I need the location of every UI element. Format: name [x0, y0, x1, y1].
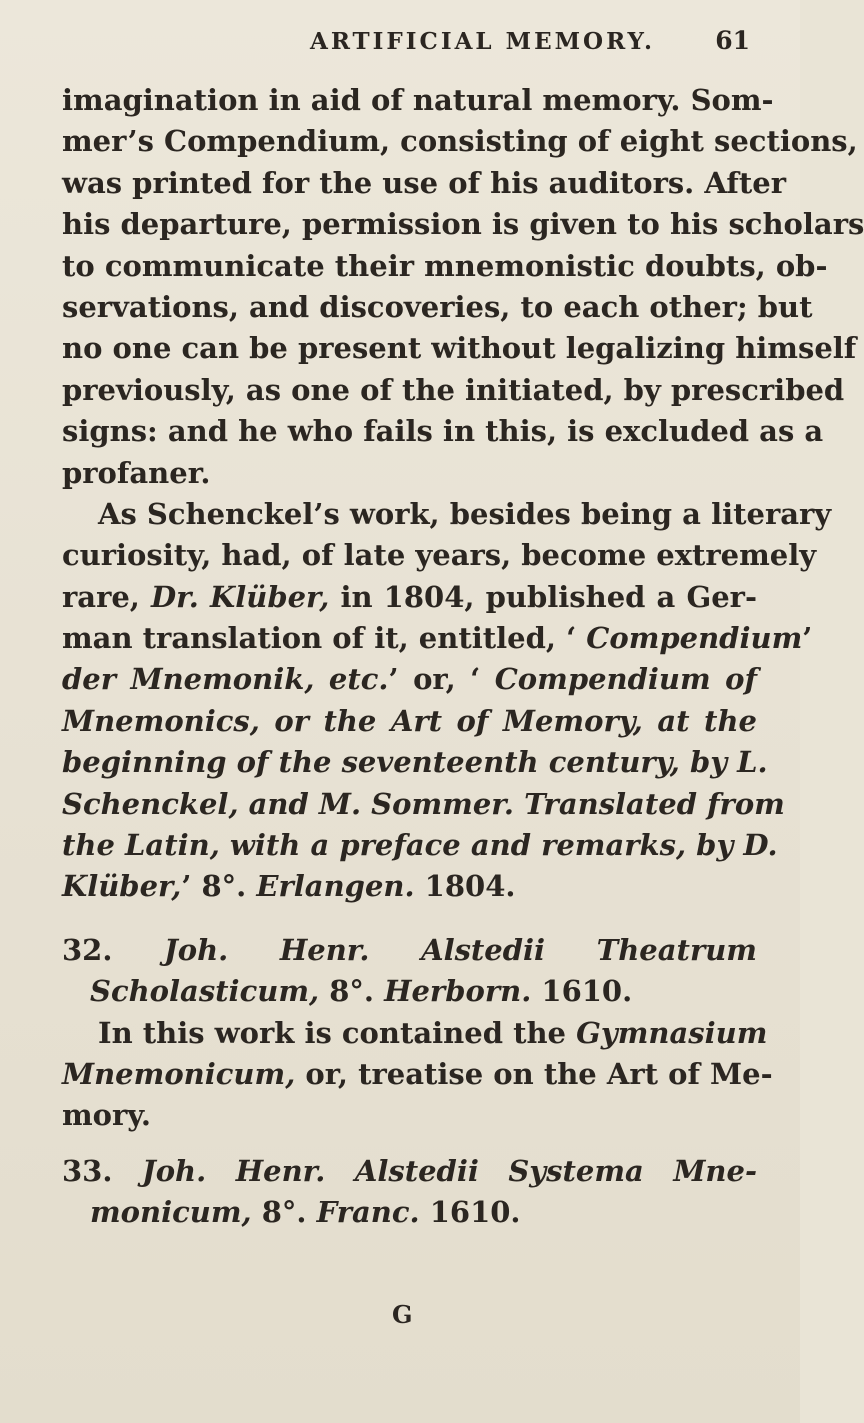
text-run: 8°. — [319, 974, 385, 1009]
text-line: his departure, permission is given to his scholars — [62, 207, 864, 242]
text-line: beginning of the seventeenth century, by L. — [62, 745, 768, 780]
text-run: rare, — [62, 579, 152, 614]
italic-run: Mnemonicum, — [62, 1056, 296, 1091]
text-line — [62, 971, 757, 1012]
italic-run: Compendium of — [494, 662, 757, 697]
text-line: signs: and he who fails in this, is excluded as a — [62, 414, 824, 449]
text-line: curiosity, had, of late years, become extremely — [62, 538, 817, 573]
bibliography-entry-33 — [62, 1151, 757, 1234]
text-run: ’ — [802, 621, 813, 656]
text-line: servations, and discoveries, to each other; but — [62, 289, 813, 324]
text-line: Schenckel, and M. Sommer. Translated from — [62, 786, 785, 821]
text-line: profaner. — [62, 455, 211, 490]
bibliography-entry-32 — [62, 930, 757, 1013]
text-line: no one can be present without legalizing himself — [62, 331, 857, 366]
italic-run: Compendium — [586, 621, 803, 656]
italic-run: Joh. Henr. Alstedii Systema Mne- — [141, 1153, 757, 1188]
text-run: 8°. — [251, 1195, 317, 1230]
spacer — [62, 908, 757, 930]
text-line: imagination in aid of natural memory. Som- — [62, 83, 774, 117]
text-line — [62, 1013, 768, 1054]
paragraph-gymnasium — [62, 1013, 773, 1137]
italic-run: der Mnemonik, etc. — [62, 662, 389, 697]
italic-run: Erlangen. — [256, 869, 415, 904]
text-line — [62, 866, 757, 907]
signature-mark: G — [392, 1300, 413, 1329]
text-line: was printed for the use of his auditors. After — [62, 165, 786, 200]
text-line — [62, 659, 757, 700]
text-line — [62, 1151, 757, 1192]
text-run: 1610. — [531, 974, 633, 1009]
entry-number: 32. — [62, 932, 165, 967]
text-run: 1610. — [419, 1195, 521, 1230]
text-line: previously, as one of the initiated, by prescribed — [62, 372, 845, 407]
text-line — [62, 1192, 757, 1233]
text-run: man translation of it, entitled, ‘ — [62, 621, 587, 656]
italic-run: Joh. Henr. Alstedii Theatrum — [164, 932, 757, 967]
paragraph-sommer-compendium — [62, 80, 864, 494]
spacer — [62, 1137, 757, 1151]
text-run: In this work is contained the — [98, 1015, 577, 1050]
text-line — [62, 618, 813, 659]
italic-run: Franc. — [316, 1195, 420, 1230]
text-run: in 1804, published a Ger- — [329, 579, 757, 614]
italic-run: Gymnasium — [576, 1015, 768, 1050]
italic-run: monicum, — [90, 1195, 252, 1230]
text-line: mer’s Compendium, consisting of eight sections, — [62, 124, 858, 159]
text-run: ’ 8°. — [181, 869, 257, 904]
italic-run: Klüber, — [62, 869, 182, 904]
text-run: ’ or, ‘ — [388, 662, 495, 697]
text-line: Mnemonics, or the Art of Memory, at the — [62, 703, 757, 738]
text-line: to communicate their mnemonistic doubts, ob- — [62, 248, 828, 283]
text-line — [62, 1054, 773, 1095]
paragraph-schenckel-translation — [62, 494, 832, 908]
italic-run: Dr. Klüber, — [151, 579, 330, 614]
entry-number: 33. — [62, 1153, 142, 1188]
text-line: mory. — [62, 1098, 151, 1133]
text-run: or, treatise on the Art of Me- — [295, 1056, 773, 1091]
text-line: As Schenckel’s work, besides being a literary — [98, 496, 832, 531]
text-run: 1804. — [414, 869, 516, 904]
text-line — [62, 577, 757, 618]
text-line: the Latin, with a preface and remarks, by D. — [62, 828, 778, 863]
text-line — [62, 930, 757, 971]
italic-run: Scholasticum, — [90, 974, 320, 1009]
page-body — [62, 80, 864, 1234]
running-title: ARTIFICIAL MEMORY. — [310, 28, 655, 55]
running-head — [0, 22, 800, 62]
page-number: 61 — [715, 26, 750, 55]
italic-run: Herborn. — [384, 974, 532, 1009]
